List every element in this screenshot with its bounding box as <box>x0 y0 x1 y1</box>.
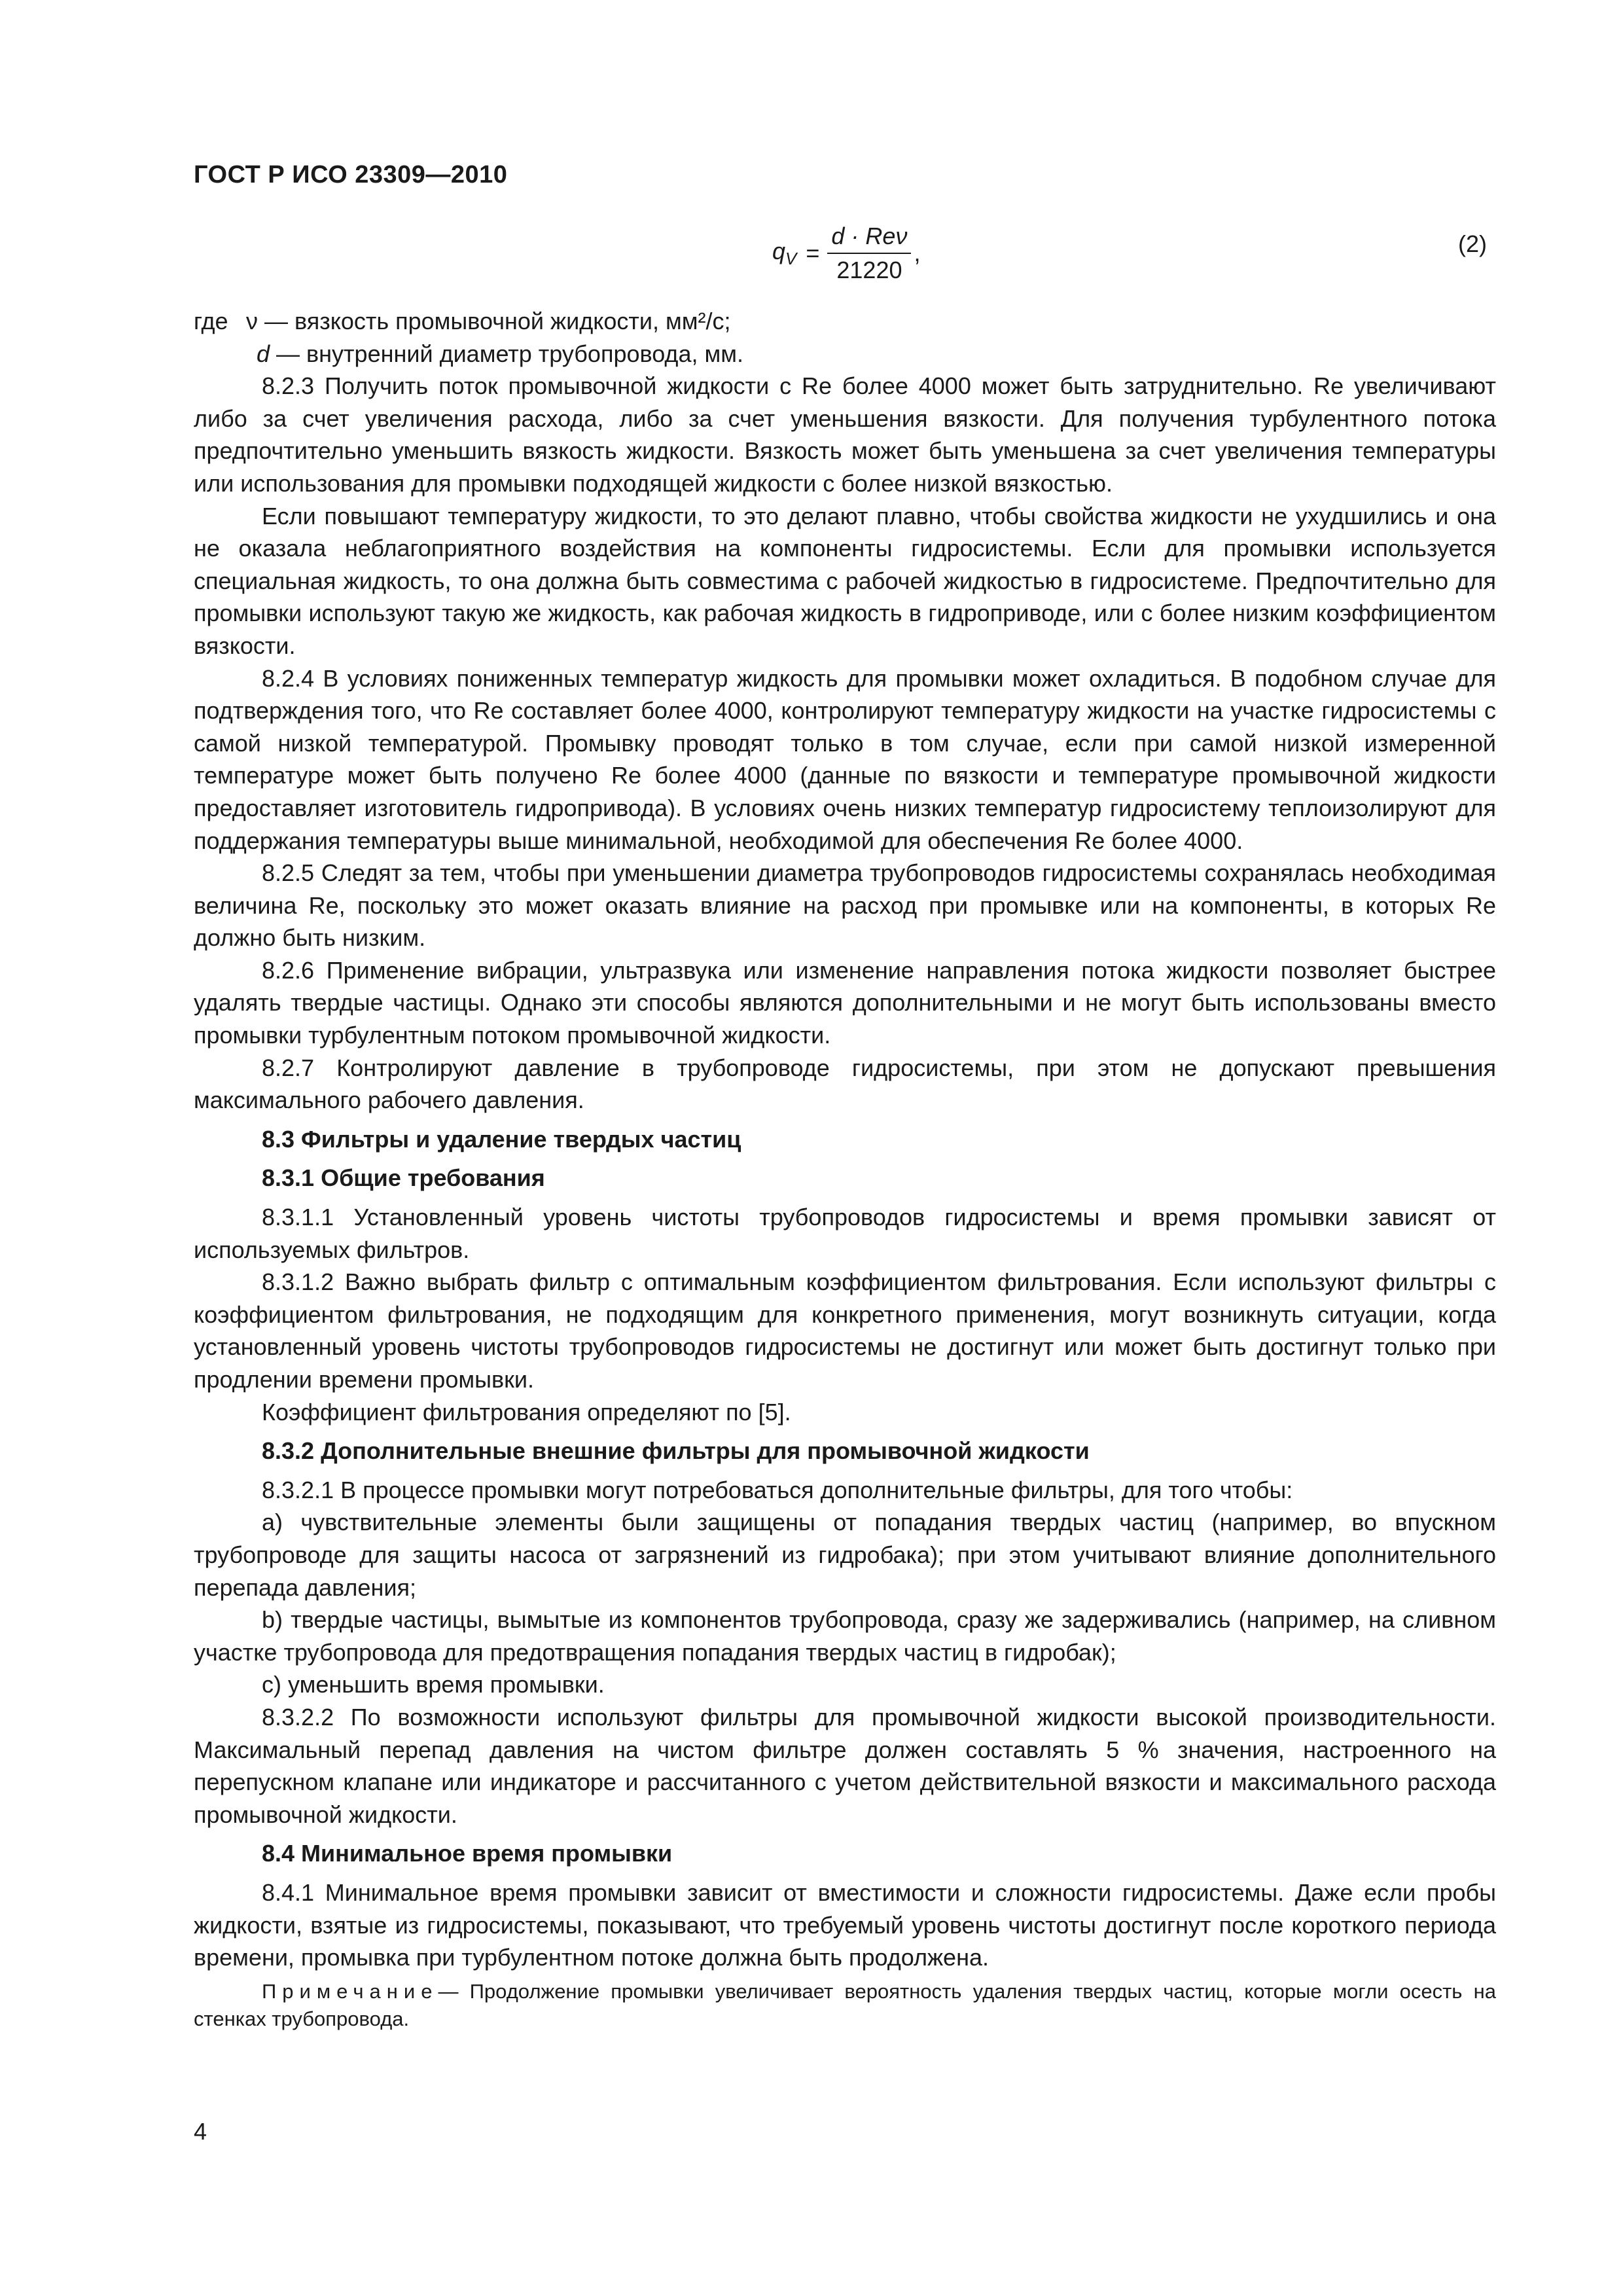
formula-2 <box>772 223 920 284</box>
list-item-a: a) чувствительные элементы были защищены от попадания твердых частиц (например, во впускном трубопроводе для защиты насоса от загрязнений из гидробака); при этом учитывают влияние дополнительного перепада давления; <box>194 1509 1496 1601</box>
paragraph-8-4-1: 8.4.1 Минимальное время промывки зависит от вместимости и сложности гидросистемы. Даже если пробы жидкости, взятые из гидросистемы, показывают, что требуемый уровень чистоты достигнут после короткого периода времени, промывка при турбулентном потоке должна быть продолжена. <box>194 1878 1496 1971</box>
body-text <box>194 305 1496 2033</box>
formula-number: (2) <box>1458 230 1487 257</box>
formula-comma: , <box>914 240 921 266</box>
paragraph-8-2-5: 8.2.5 Следят за тем, чтобы при уменьшении диаметра трубопроводов гидросистемы сохранялась необходимая величина Re, поскольку это может оказать влияние на расход при промывке или на компоненты, в которых Re должно быть низким. <box>194 859 1496 952</box>
paragraph-8-2-3: 8.2.3 Получить поток промывочной жидкости с Re более 4000 может быть затруднительно. Re увеличивают либо за счет увеличения расхода, либо за счет уменьшения вязкости. Для получения турбулентного потока предпочтительно уменьшить вязкость жидкости. Вязкость может быть уменьшена за счет увеличения температуры или использования для промывки подходящей жидкости с более низкой вязкостью. <box>194 372 1496 497</box>
section-heading-8-3: 8.3 Фильтры и удаление твердых частиц <box>262 1125 741 1153</box>
paragraph-8-2-6: 8.2.6 Применение вибрации, ультразвука или изменение направления потока жидкости позволяет быстрее удалять твердые частицы. Однако эти способы являются дополнительными и не могут быть использованы вместо промывки турбулентным потоком промывочной жидкости. <box>194 956 1496 1049</box>
paragraph-8-2-4: 8.2.4 В условиях пониженных температур жидкость для промывки может охладиться. В подобном случае для подтверждения того, что Re составляет более 4000, контролируют температуру жидкости на участке гидросистемы с самой низкой температурой. Промывку проводят только в том случае, если при самой низкой измеренной температуре может быть получено Re более 4000 (данные по вязкости и температуре промывочной жидкости предоставляет изготовитель гидропривода). В условиях очень низких температур гидросистему теплоизолируют для поддержания температуры выше минимальной, необходимой для обеспечения Re более 4000. <box>194 664 1496 854</box>
formula-fraction <box>827 223 911 284</box>
note-text: — Продолжение промывки увеличивает вероятность удаления твердых частиц, которые могли осесть на стенках трубопровода. <box>194 1979 1496 2030</box>
where-d: d — внутренний диаметр трубопровода, мм. <box>257 340 743 367</box>
section-heading-8-3-1: 8.3.1 Общие требования <box>262 1164 545 1192</box>
document-header: ГОСТ Р ИСО 23309—2010 <box>194 161 508 188</box>
formula-denominator: 21220 <box>836 257 902 283</box>
list-item-b: b) твердые частицы, вымытые из компонентов трубопровода, сразу же задерживались (например, на сливном участке трубопровода для предотвращения попадания твердых частиц в гидробак); <box>194 1606 1496 1666</box>
paragraph-8-3-2-2: 8.3.2.2 По возможности используют фильтры для промывочной жидкости высокой производительности. Максимальный перепад давления на чистом фильтре должен составлять 5 % значения, настроенного на перепускном клапане или индикаторе и рассчитанного с учетом действительной вязкости и максимального расхода промывочной жидкости. <box>194 1703 1496 1828</box>
paragraph-8-3-2-1: 8.3.2.1 В процессе промывки могут потребоваться дополнительные фильтры, для того чтобы: <box>262 1476 1293 1503</box>
section-heading-8-4: 8.4 Минимальное время промывки <box>262 1840 673 1867</box>
paragraph-8-2-3-cont: Если повышают температуру жидкости, то это делают плавно, чтобы свойства жидкости не ухудшились и она не оказала неблагоприятного воздействия на компоненты гидросистемы. Если для промывки используется специальная жидкость, то она должна быть совместима с рабочей жидкостью в гидросистеме. Предпочтительно для промывки используют такую же жидкость, как рабочая жидкость в гидроприводе, или с более низким коэффициентом вязкости. <box>194 502 1496 659</box>
section-heading-8-3-2: 8.3.2 Дополнительные внешние фильтры для промывочной жидкости <box>262 1437 1090 1465</box>
page-number: 4 <box>194 2118 207 2145</box>
where-nu: где ν — вязкость промывочной жидкости, мм²/с; <box>194 308 731 334</box>
note-label: Примечание <box>262 1979 438 2003</box>
formula-equals: = <box>806 240 820 266</box>
paragraph-8-3-1-1: 8.3.1.1 Установленный уровень чистоты трубопроводов гидросистемы и время промывки зависят от используемых фильтров. <box>194 1204 1496 1263</box>
formula-lhs: $q_V$ <box>772 237 797 269</box>
list-item-c: c) уменьшить время промывки. <box>262 1671 605 1698</box>
paragraph-8-3-1-2-cont: Коэффициент фильтрования определяют по [5]. <box>262 1398 791 1426</box>
formula-numerator: d · Reν <box>827 223 911 254</box>
paragraph-8-3-1-2: 8.3.1.2 Важно выбрать фильтр с оптимальным коэффициентом фильтрования. Если используют фильтры с коэффициентом фильтрования, не подходящим для конкретного применения, могут возникнуть ситуации, когда установленный уровень чистоты трубопроводов гидросистемы не достигнут или может быть достигнут только при продлении времени промывки. <box>194 1268 1496 1393</box>
paragraph-8-2-7: 8.2.7 Контролируют давление в трубопроводе гидросистемы, при этом не допускают превышения максимального рабочего давления. <box>194 1054 1496 1114</box>
note <box>194 1978 1496 2033</box>
